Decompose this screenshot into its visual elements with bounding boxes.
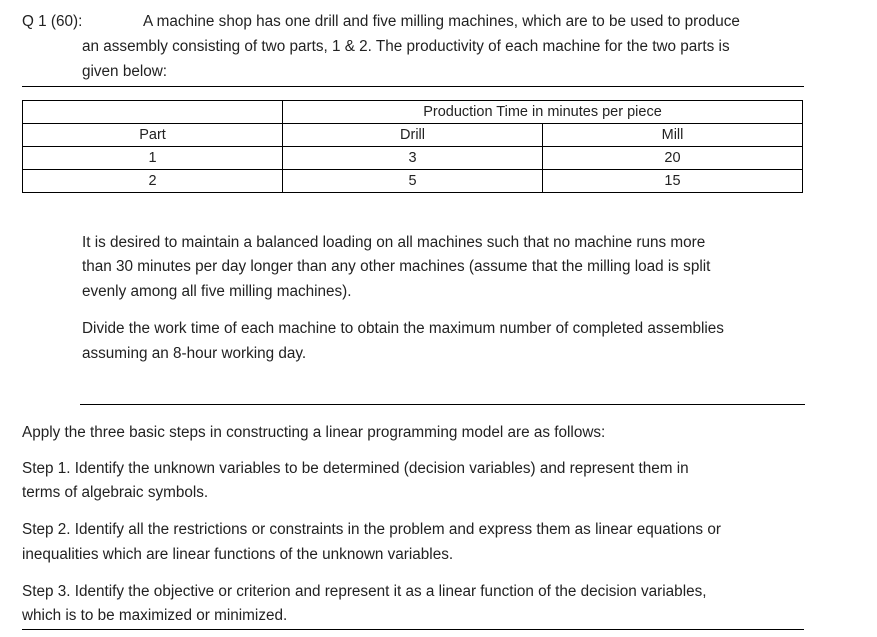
table-header-part: Part <box>23 124 283 147</box>
question-label: Q 1 (60): <box>22 13 83 30</box>
question-text-line-2: an assembly consisting of two parts, 1 & 2. The productivity of each machine for the two parts is <box>82 38 730 55</box>
question-text-line-3: given below: <box>82 63 168 80</box>
divider-bottom <box>22 629 804 630</box>
step-3-line-2: which is to be maximized or minimized. <box>22 607 288 624</box>
steps-intro: Apply the three basic steps in constructing a linear programming model are as follows: <box>22 424 606 441</box>
step-2-line-2: inequalities which are linear functions of the unknown variables. <box>22 546 454 563</box>
table-cell-drill: 3 <box>283 147 543 170</box>
question-text-line-1: A machine shop has one drill and five milling machines, which are to be used to produce <box>143 13 740 30</box>
step-1-line-1: Step 1. Identify the unknown variables to be determined (decision variables) and represent them in <box>22 460 689 477</box>
table-cell-part: 1 <box>23 147 283 170</box>
table-super-header: Production Time in minutes per piece <box>283 101 803 124</box>
divider-middle <box>80 404 805 405</box>
paragraph-1-line-2: than 30 minutes per day longer than any other machines (assume that the milling load is split <box>82 258 711 275</box>
paragraph-1-line-1: It is desired to maintain a balanced loading on all machines such that no machine runs more <box>82 234 706 251</box>
paragraph-2-line-2: assuming an 8-hour working day. <box>82 345 307 362</box>
table-cell-mill: 15 <box>543 170 803 193</box>
table-header-mill: Mill <box>543 124 803 147</box>
step-1-line-2: terms of algebraic symbols. <box>22 484 209 501</box>
table-cell-mill: 20 <box>543 147 803 170</box>
production-time-table <box>22 100 803 193</box>
table-cell-empty <box>23 101 283 124</box>
paragraph-2-line-1: Divide the work time of each machine to obtain the maximum number of completed assemblies <box>82 320 724 337</box>
table-cell-drill: 5 <box>283 170 543 193</box>
table-cell-part: 2 <box>23 170 283 193</box>
table-row <box>23 170 803 193</box>
step-2-line-1: Step 2. Identify all the restrictions or constraints in the problem and express them as linear equations or <box>22 521 721 538</box>
paragraph-1-line-3: evenly among all five milling machines). <box>82 283 352 300</box>
table-row-super-header <box>23 101 803 124</box>
table-header-row <box>23 124 803 147</box>
table-header-drill: Drill <box>283 124 543 147</box>
table-row <box>23 147 803 170</box>
step-3-line-1: Step 3. Identify the objective or criterion and represent it as a linear function of the decision variables, <box>22 583 707 600</box>
divider-top <box>22 86 804 87</box>
